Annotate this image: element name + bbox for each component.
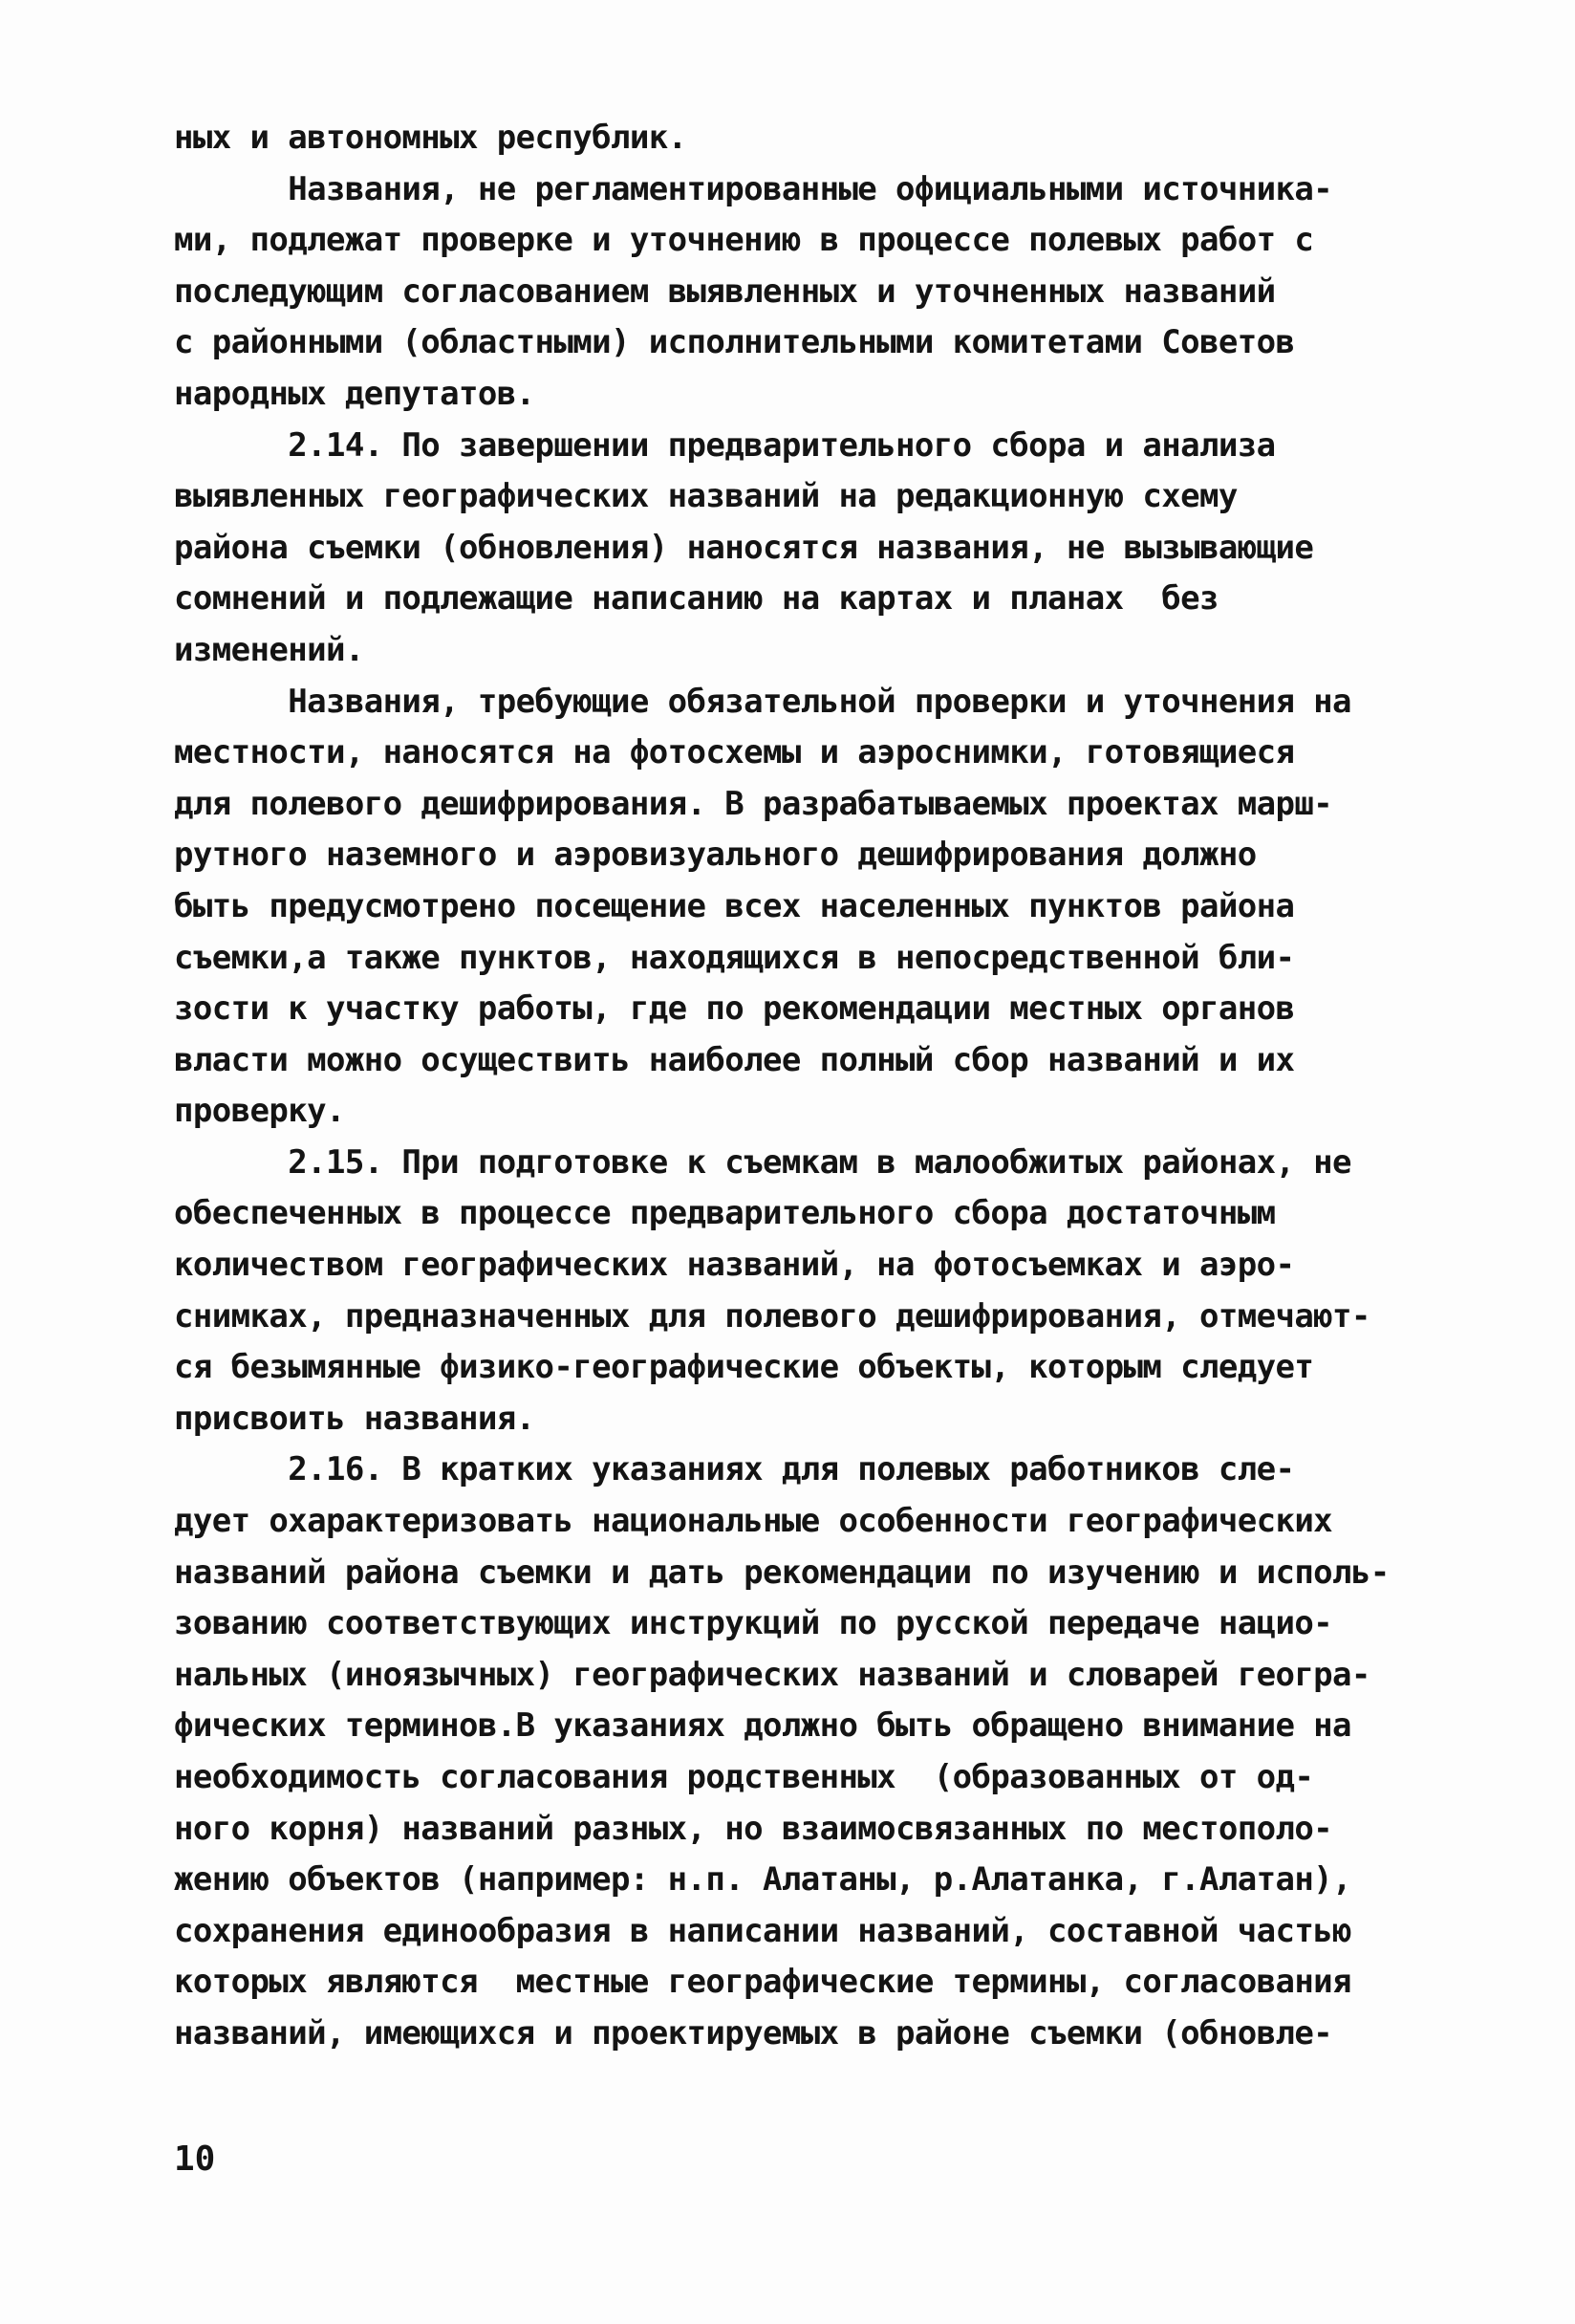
text-line: района съемки (обновления) наносятся названия, не вызывающие [174, 528, 1314, 567]
text-line: обеспеченных в процессе предварительного сбора достаточным [174, 1194, 1276, 1233]
text-line: сохранения единообразия в написании названий, составной частью [174, 1911, 1351, 1950]
text-line: нальных (иноязычных) географических названий и словарей геогра- [174, 1655, 1370, 1694]
text-line: зости к участку работы, где по рекомендации местных органов [174, 989, 1295, 1029]
text-line: жению объектов (например: н.п. Алатаны, р.Алатанка, г.Алатан), [174, 1860, 1351, 1900]
text-line: снимках, предназначенных для полевого дешифрирования, отмечают- [174, 1296, 1370, 1336]
text-line: названий, имеющихся и проектируемых в районе съемки (обновле- [174, 2013, 1333, 2053]
text-line: количеством географических названий, на фотосъемках и аэро- [174, 1246, 1295, 1285]
text-line: изменений. [174, 630, 364, 669]
text-line: сомнений и подлежащие написанию на картах и планах без [174, 579, 1219, 619]
text-line: названий района съемки и дать рекомендации по изучению и исполь- [174, 1553, 1390, 1592]
text-line: народных депутатов. [174, 374, 535, 413]
text-line: Названия, требующие обязательной проверки и уточнения на [174, 682, 1351, 721]
text-line: 2.15. При подготовке к съемкам в малообжитых районах, не [174, 1142, 1351, 1182]
text-line: власти можно осуществить наиболее полный сбор названий и их [174, 1040, 1295, 1079]
text-line: фических терминов.В указаниях должно быть обращено внимание на [174, 1706, 1351, 1746]
text-line: местности, наносятся на фотосхемы и аэроснимки, готовящиеся [174, 733, 1295, 772]
text-line: 2.16. В кратких указаниях для полевых работников сле- [174, 1450, 1295, 1489]
text-line: выявленных географических названий на редакционную схему [174, 477, 1238, 516]
text-line: для полевого дешифрирования. В разрабатываемых проектах марш- [174, 784, 1333, 823]
text-line: которых являются местные географические термины, согласования [174, 1963, 1351, 2002]
text-line: необходимость согласования родственных (образованных от од- [174, 1758, 1314, 1796]
text-line: присвоить названия. [174, 1399, 535, 1438]
text-line: съемки,а также пунктов, находящихся в непосредственной бли- [174, 938, 1295, 977]
text-line: 2.14. По завершении предварительного сбора и анализа [174, 425, 1276, 465]
text-line: проверку. [174, 1092, 345, 1131]
text-line: быть предусмотрено посещение всех населенных пунктов района [174, 886, 1295, 925]
text-line: ся безымянные физико-географические объекты, которым следует [174, 1348, 1314, 1387]
text-line: рутного наземного и аэровизуального дешифрирования должно [174, 836, 1257, 875]
text-line: ного корня) названий разных, но взаимосвязанных по местополо- [174, 1809, 1333, 1848]
body-text [174, 113, 1493, 2060]
page-number: 10 [174, 2139, 216, 2179]
text-line: Названия, не регламентированные официальными источника- [174, 169, 1333, 208]
text-line: дует охарактеризовать национальные особенности географических [174, 1502, 1333, 1541]
text-line: с районными (областными) исполнительными комитетами Советов [174, 323, 1295, 362]
text-line: зованию соответствующих инструкций по русской передаче нацио- [174, 1604, 1333, 1643]
text-line: ных и автономных республик. [174, 119, 687, 157]
text-line: последующим согласованием выявленных и уточненных названий [174, 271, 1276, 311]
text-line: ми, подлежат проверке и уточнению в процессе полевых работ с [174, 221, 1314, 260]
